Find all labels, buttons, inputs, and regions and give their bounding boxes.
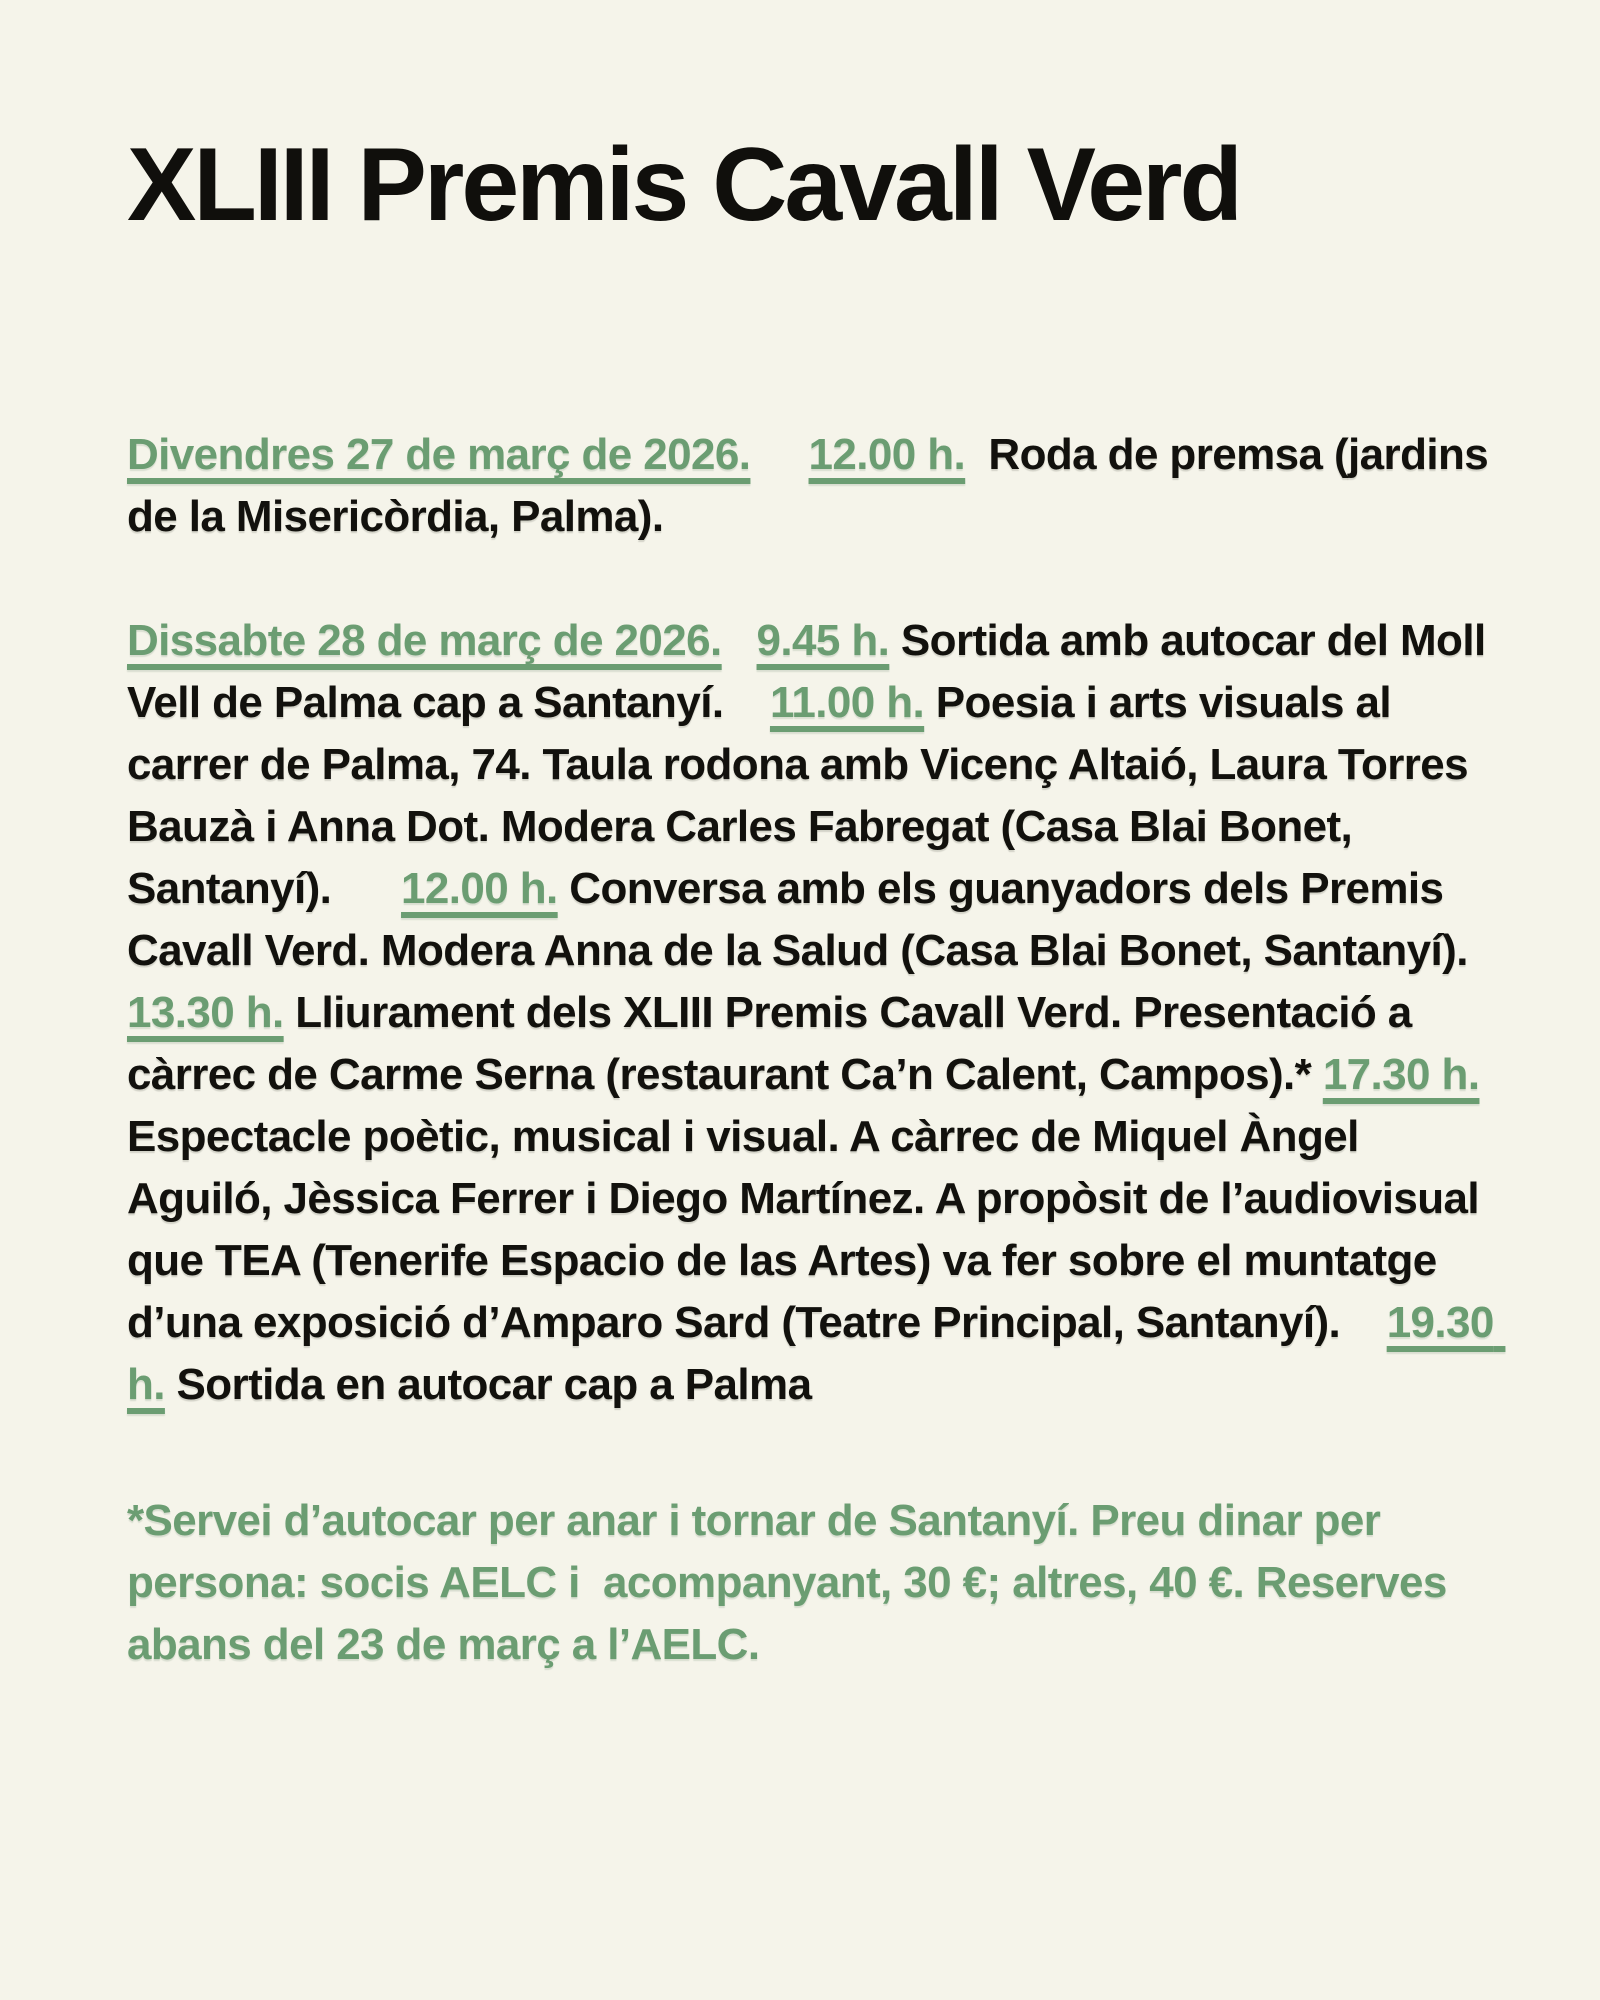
spacer: [331, 864, 401, 913]
event-description: Espectacle poètic, musical i visual. A càrrec de Miquel Àngel Aguiló, Jèssica Ferrer i Diego Martínez. A propòsit de l’audiovisual que TEA (Tenerife Espacio de las Artes) va fer sobre el muntatge d’una exposició d’Amparo Sard (Teatre Principal, Santanyí).: [127, 1050, 1492, 1348]
event-time: 12.00 h.: [401, 864, 558, 914]
spacer: [722, 616, 757, 665]
event-description: Conversa amb els guanyadors dels Premis Cavall Verd. Modera Anna de la Salud (Casa Blai Bonet, Santanyí).: [127, 864, 1468, 976]
paragraph-friday-schedule: [127, 424, 1500, 548]
page-title: XLIII Premis Cavall Verd: [127, 127, 1241, 243]
event-time: 11.00 h.: [769, 678, 925, 728]
footnote-text: *Servei d’autocar per anar i tornar de Santanyí. Preu dinar per persona: socis AELC i acompanyant, 30 €; altres, 40 €. Reserves abans del 23 de març a l’AELC.: [127, 1496, 1459, 1670]
paragraph-footnote: [127, 1490, 1495, 1676]
event-time: 17.30 h.: [1322, 1050, 1480, 1100]
event-date: Divendres 27 de març de 2026.: [127, 430, 751, 480]
event-time: 13.30 h.: [127, 988, 284, 1038]
event-description: Sortida amb autocar del Moll Vell de Palma cap a Santanyí.: [127, 616, 1498, 728]
event-description: Lliurament dels XLIII Premis Cavall Verd. Presentació a càrrec de Carme Serna (restaurant Ca’n Calent, Campos).*: [127, 988, 1424, 1100]
event-description: Poesia i arts visuals al carrer de Palma, 74. Taula rodona amb Vicenç Altaió, Laura Torres Bauzà i Anna Dot. Modera Carles Fabregat (Casa Blai Bonet, Santanyí).: [127, 678, 1480, 914]
event-description: Sortida en autocar cap a Palma: [164, 1360, 812, 1410]
spacer: [723, 678, 770, 727]
event-time: 12.00 h.: [808, 430, 966, 480]
spacer: [1340, 1298, 1387, 1347]
event-date: Dissabte 28 de març de 2026.: [127, 616, 722, 666]
spacer: [750, 430, 808, 479]
event-time: 9.45 h.: [756, 616, 890, 666]
spacer: [1468, 926, 1503, 975]
paragraph-saturday-schedule: [127, 610, 1506, 1416]
event-time: 19.30 h.: [127, 1298, 1506, 1410]
event-description: Roda de premsa (jardins de la Misericòrdia, Palma).: [127, 430, 1500, 542]
